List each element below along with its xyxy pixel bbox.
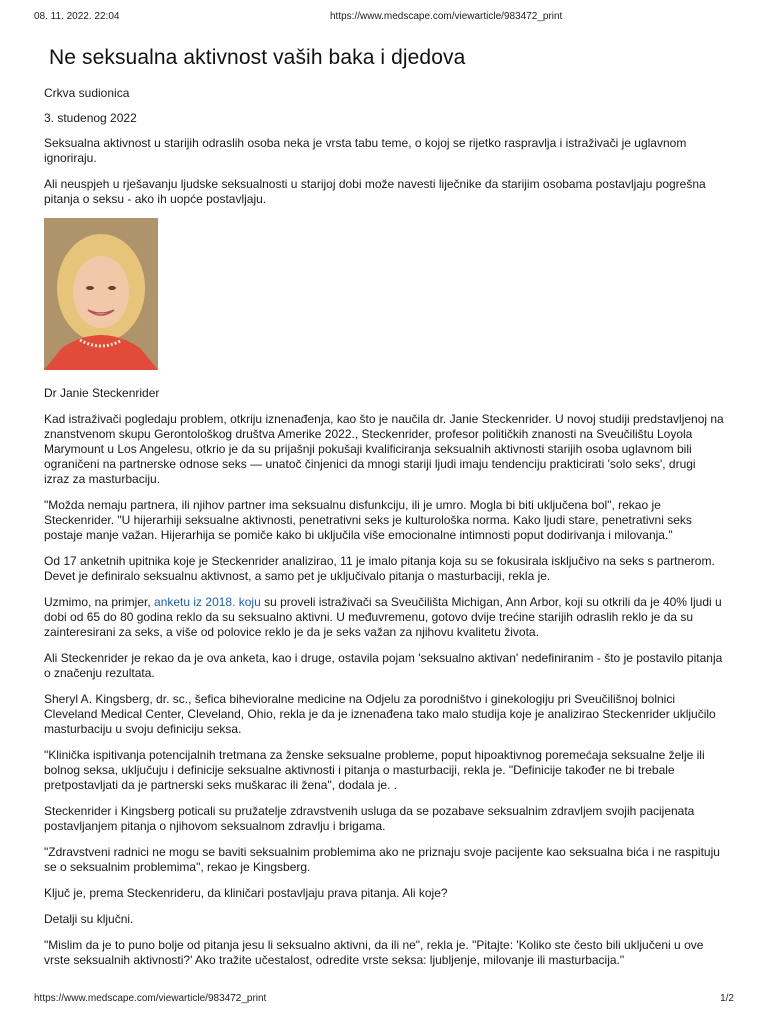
body-paragraph: Ključ je, prema Steckenrideru, da kliničari postavljaju prava pitanja. Ali koje? (44, 886, 448, 900)
survey-text-after: su proveli istraživači sa Sveučilišta Michigan, Ann Arbor, koji su otkrili da je 40% ljudi u dobi od 65 do 80 godina reklo da su seksualno aktivni. U međuvremenu, gotovo dvije trećine starijih odraslih reklo je da su zainteresirani za seks, a više od polovice reklo je da je seks važan za njihovu kvalitetu života. (44, 595, 722, 639)
body-paragraph: Steckenrider i Kingsberg poticali su pružatelje zdravstvenih usluga da se pozabave seksualnim zdravljem svojih pacijenata postavljanjem pitanja o njihovom seksualnom zdravlju i brigama. (44, 804, 695, 833)
intro-paragraph: Seksualna aktivnost u starijih odraslih osoba neka je vrsta tabu teme, o kojoj se rijetko raspravlja i istraživači je uglavnom ignoriraju. (44, 136, 687, 165)
page-number: 1/2 (720, 993, 734, 1004)
body-paragraph: "Mislim da je to puno bolje od pitanja jesu li seksualno aktivni, da ili ne", rekla je. "Pitajte: 'Koliko ste često bili uključeni u ove vrste seksualnih aktivnosti?' Ako tražite učestalost, odredite vrste seksa: ljubljenje, milovanje ili masturbacija." (44, 938, 704, 967)
body-paragraph: "Zdravstveni radnici ne mogu se baviti seksualnim problemima ako ne priznaju svoje pacijente kao seksualna bića i ne raspituju se o seksualnim problemima", rekao je Kingsberg. (44, 845, 720, 874)
body-paragraph: Sheryl A. Kingsberg, dr. sc., šefica bihevioralne medicine na Odjelu za porodništvo i ginekologiju pri Sveučilišnoj bolnici Cleveland Medical Center, Cleveland, Ohio, rekla je da je iznenađena tako malo studija koje je analizirao Steckenrider uključilo masturbaciju u svoju definiciju seksa. (44, 692, 716, 736)
article-title: Ne seksualna aktivnost vaših baka i djedova (49, 46, 466, 69)
body-paragraph: Od 17 anketnih upitnika koje je Steckenrider analizirao, 11 je imalo pitanja koja su se fokusirala isključivo na seks s partnerom. Devet je definiralo seksualnu aktivnost, a samo pet je uključivalo pitanja o masturbaciji, rekla je. (44, 554, 715, 583)
photo-caption: Dr Janie Steckenrider (44, 386, 160, 400)
body-paragraph: Detalji su ključni. (44, 912, 134, 926)
body-paragraph: "Klinička ispitivanja potencijalnih tretmana za ženske seksualne probleme, poput hipoaktivnog poremećaja seksualne želje ili bolnog seksa, uključuju i definicije seksualne aktivnosti i pitanja o masturbaciji, rekla je. "Definicije također ne bi trebale pretpostavljati da je partnerski seks muškarac ili žena", dodala je. . (44, 748, 705, 792)
article (44, 46, 724, 979)
print-date: 08. 11. 2022. 22:04 (34, 11, 120, 22)
article-author: Crkva sudionica (44, 86, 130, 100)
print-footer (34, 993, 734, 1007)
print-header (34, 11, 734, 25)
survey-paragraph (44, 595, 724, 640)
survey-text-before: Uzmimo, na primjer, (44, 595, 155, 609)
article-date: 3. studenog 2022 (44, 111, 137, 125)
portrait-photo (44, 218, 158, 370)
body-paragraph: Ali Steckenrider je rekao da je ova anketa, kao i druge, ostavila pojam 'seksualno aktivan' nedefiniranim - što je postavilo pitanja o značenju rezultata. (44, 651, 723, 680)
survey-link[interactable]: anketu iz 2018. koju (154, 595, 261, 609)
body-paragraph: Kad istraživači pogledaju problem, otkriju iznenađenja, kao što je naučila dr. Janie Steckenrider. U novoj studiji predstavljenoj na znanstvenom skupu Gerontološkog društva Amerike 2022., Steckenrider, profesor političkih znanosti na Sveučilištu Loyola Marymount u Los Angelesu, otkrio je da su prijašnji pokušaji kvalificiranja seksualnih aktivnosti starijih osoba uglavnom bili ograničeni na partnerske odnose seks — unatoč činjenici da mnogi stariji ljudi imaju tendenciju prakticirati 'solo seks', drugi izraz za masturbaciju. (44, 412, 724, 486)
body-paragraph: "Možda nemaju partnera, ili njihov partner ima seksualnu disfunkciju, ili je umro. Mogla bi biti uključena bol", rekao je Steckenrider. "U hijerarhiji seksualne aktivnosti, penetrativni seks je kulturološka norma. Kako ljudi stare, penetrativni seks postaje manje važan. Hijerarhija se pomiče kako bi uključila više emocionalne intimnosti poput dodirivanja i milovanja." (44, 498, 692, 542)
footer-url[interactable]: https://www.medscape.com/viewarticle/983472_print (34, 993, 267, 1004)
intro-paragraph: Ali neuspjeh u rješavanju ljudske seksualnosti u starijoj dobi može navesti liječnike da starijim osobama postavljaju pogrešna pitanja o seksu - ako ih uopće postavljaju. (44, 177, 706, 206)
print-url[interactable]: https://www.medscape.com/viewarticle/983472_print (330, 11, 563, 22)
